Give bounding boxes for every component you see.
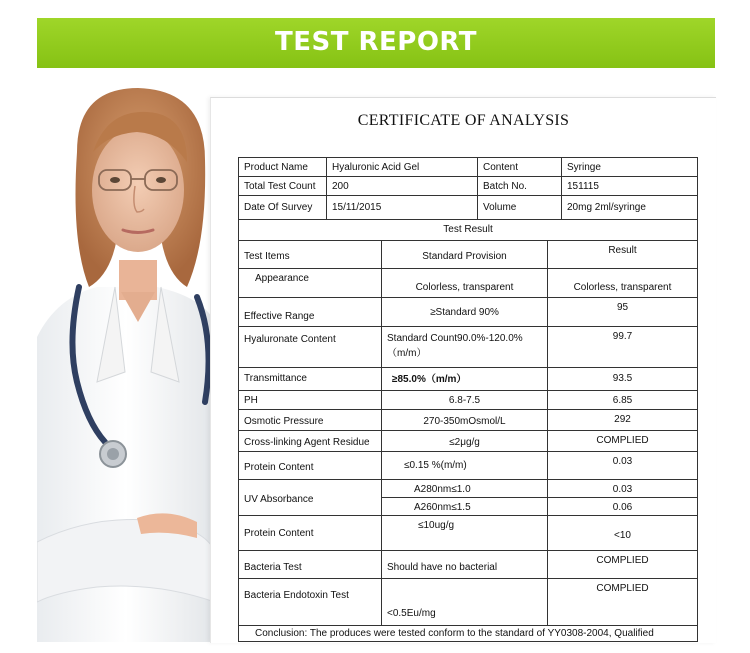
row-standard-secondary: A260nm≤1.5	[381, 497, 548, 516]
test-report-banner	[37, 18, 715, 68]
date-of-survey-label: Date Of Survey	[238, 195, 327, 220]
column-test-items: Test Items	[238, 240, 382, 269]
row-item: Bacteria Test	[238, 550, 382, 579]
row-item: Transmittance	[238, 367, 382, 391]
row-result: COMPLIED	[547, 430, 698, 452]
total-test-count-value: 200	[326, 176, 478, 196]
row-standard: 270-350mOsmol/L	[381, 409, 548, 431]
row-item: Osmotic Pressure	[238, 409, 382, 431]
product-name-value: Hyaluronic Acid Gel	[326, 157, 478, 177]
total-test-count-label: Total Test Count	[238, 176, 327, 196]
row-item: UV Absorbance	[238, 479, 382, 516]
row-result: 292	[547, 409, 698, 431]
volume-label: Volume	[477, 195, 562, 220]
row-standard-line2: （m/m）	[387, 348, 427, 359]
row-standard: <0.5Eu/mg	[381, 578, 548, 626]
row-standard: 6.8-7.5	[381, 390, 548, 410]
content-value: Syringe	[561, 157, 698, 177]
row-standard: ≤2μg/g	[381, 430, 548, 452]
banner-title: TEST REPORT	[274, 27, 478, 57]
row-standard: ≥85.0%（m/m）	[381, 367, 548, 391]
row-result: 6.85	[547, 390, 698, 410]
row-standard-line1: Standard Count90.0%-120.0%	[387, 333, 523, 344]
conclusion: Conclusion: The produces were tested conform to the standard of YY0308-2004, Qualified	[238, 625, 698, 642]
row-result: 0.03	[547, 451, 698, 480]
row-standard: ≤0.15 %(m/m)	[381, 451, 548, 480]
row-result: <10	[547, 515, 698, 551]
product-name-label: Product Name	[238, 157, 327, 177]
row-standard: Colorless, transparent	[381, 268, 548, 298]
row-result: Colorless, transparent	[547, 268, 698, 298]
row-standard: A280nm≤1.0	[381, 479, 548, 498]
row-result: COMPLIED	[547, 550, 698, 579]
row-item: Cross-linking Agent Residue	[238, 430, 382, 452]
row-result: 93.5	[547, 367, 698, 391]
batch-no-label: Batch No.	[477, 176, 562, 196]
date-of-survey-value: 15/11/2015	[326, 195, 478, 220]
row-item: Bacteria Endotoxin Test	[238, 578, 382, 626]
row-standard: Should have no bacterial	[381, 550, 548, 579]
row-result: 0.03	[547, 479, 698, 498]
volume-value: 20mg 2ml/syringe	[561, 195, 698, 220]
batch-no-value: 151115	[561, 176, 698, 196]
row-result: 99.7	[547, 326, 698, 368]
column-standard-provision: Standard Provision	[381, 240, 548, 269]
row-item: Effective Range	[238, 297, 382, 327]
content-label: Content	[477, 157, 562, 177]
test-result-header: Test Result	[238, 219, 698, 241]
certificate-title: CERTIFICATE OF ANALYSIS	[357, 112, 570, 129]
row-item: PH	[238, 390, 382, 410]
row-item: Protein Content	[238, 451, 382, 480]
row-standard	[381, 326, 548, 368]
doctor-photo	[37, 82, 215, 642]
row-standard: ≤10ug/g	[381, 515, 548, 551]
row-item: Appearance	[238, 268, 382, 298]
analysis-table	[238, 157, 698, 642]
row-result-secondary: 0.06	[547, 497, 698, 516]
row-result: 95	[547, 297, 698, 327]
row-standard: ≥Standard 90%	[381, 297, 548, 327]
row-item: Protein Content	[238, 515, 382, 551]
row-result: COMPLIED	[547, 578, 698, 626]
column-result: Result	[547, 240, 698, 269]
row-item: Hyaluronate Content	[238, 326, 382, 368]
